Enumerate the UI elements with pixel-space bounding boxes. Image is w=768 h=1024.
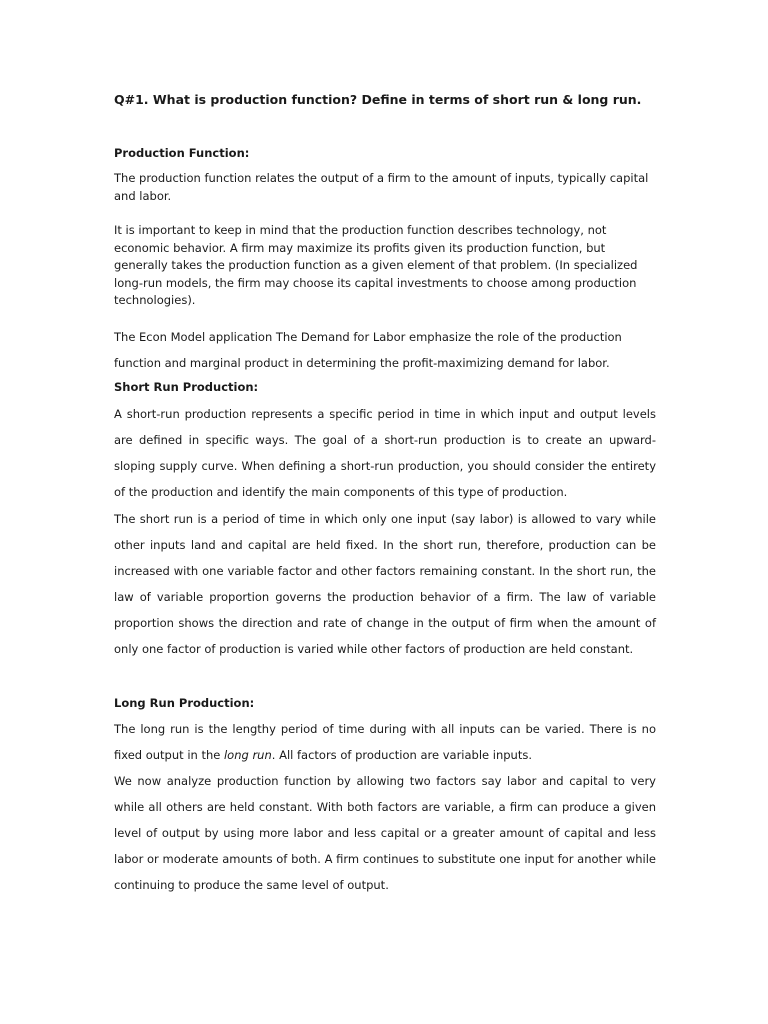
production-function-paragraph-3: The Econ Model application The Demand for Labor emphasize the role of the production function and marginal product in determining the profit-maximizing demand for labor. <box>114 330 622 370</box>
long-run-p1-before: The long run is the lengthy period of time during with all inputs can be varied. There is no fixed output in the <box>114 722 656 762</box>
production-function-paragraph-2: It is important to keep in mind that the production function describes technology, not economic behavior. A firm may maximize its profits given its production function, but generally takes the production function as a given element of that problem. (In specialized long-run models, the firm may choose its capital investments to choose among production technologies). <box>114 223 638 307</box>
long-run-p1-after: . All factors of production are variable inputs. <box>271 748 533 762</box>
long-run-paragraph-2: We now analyze production function by allowing two factors say labor and capital to very while all others are held constant. With both factors are variable, a firm can produce a given level of output by using more labor and less capital or a greater amount of capital and less labor or moderate amounts of both. A firm continues to substitute one input for another while continuing to produce the same level of output. <box>114 774 656 892</box>
short-run-paragraph-1: A short-run production represents a specific period in time in which input and output levels are defined in specific ways. The goal of a short-run production is to create an upward-sloping supply curve. When defining a short-run production, you should consider the entirety of the production and identify the main components of this type of production. <box>114 407 656 499</box>
question-title: Q#1. What is production function? Define in terms of short run & long run. <box>114 92 642 107</box>
long-run-heading: Long Run Production: <box>114 696 255 710</box>
short-run-paragraph-2: The short run is a period of time in which only one input (say labor) is allowed to vary while other inputs land and capital are held fixed. In the short run, therefore, production can be increased with one variable factor and other factors remaining constant. In the short run, the law of variable proportion governs the production behavior of a firm. The law of variable proportion shows the direction and rate of change in the output of firm when the amount of only one factor of production is varied while other factors of production are held constant. <box>114 512 656 656</box>
production-function-paragraph-1: The production function relates the output of a firm to the amount of inputs, typically capital and labor. <box>114 171 649 203</box>
long-run-p1-emphasis: long run <box>223 748 272 762</box>
short-run-heading: Short Run Production: <box>114 380 259 394</box>
long-run-paragraph-1 <box>114 716 656 768</box>
production-function-heading: Production Function: <box>114 146 250 160</box>
